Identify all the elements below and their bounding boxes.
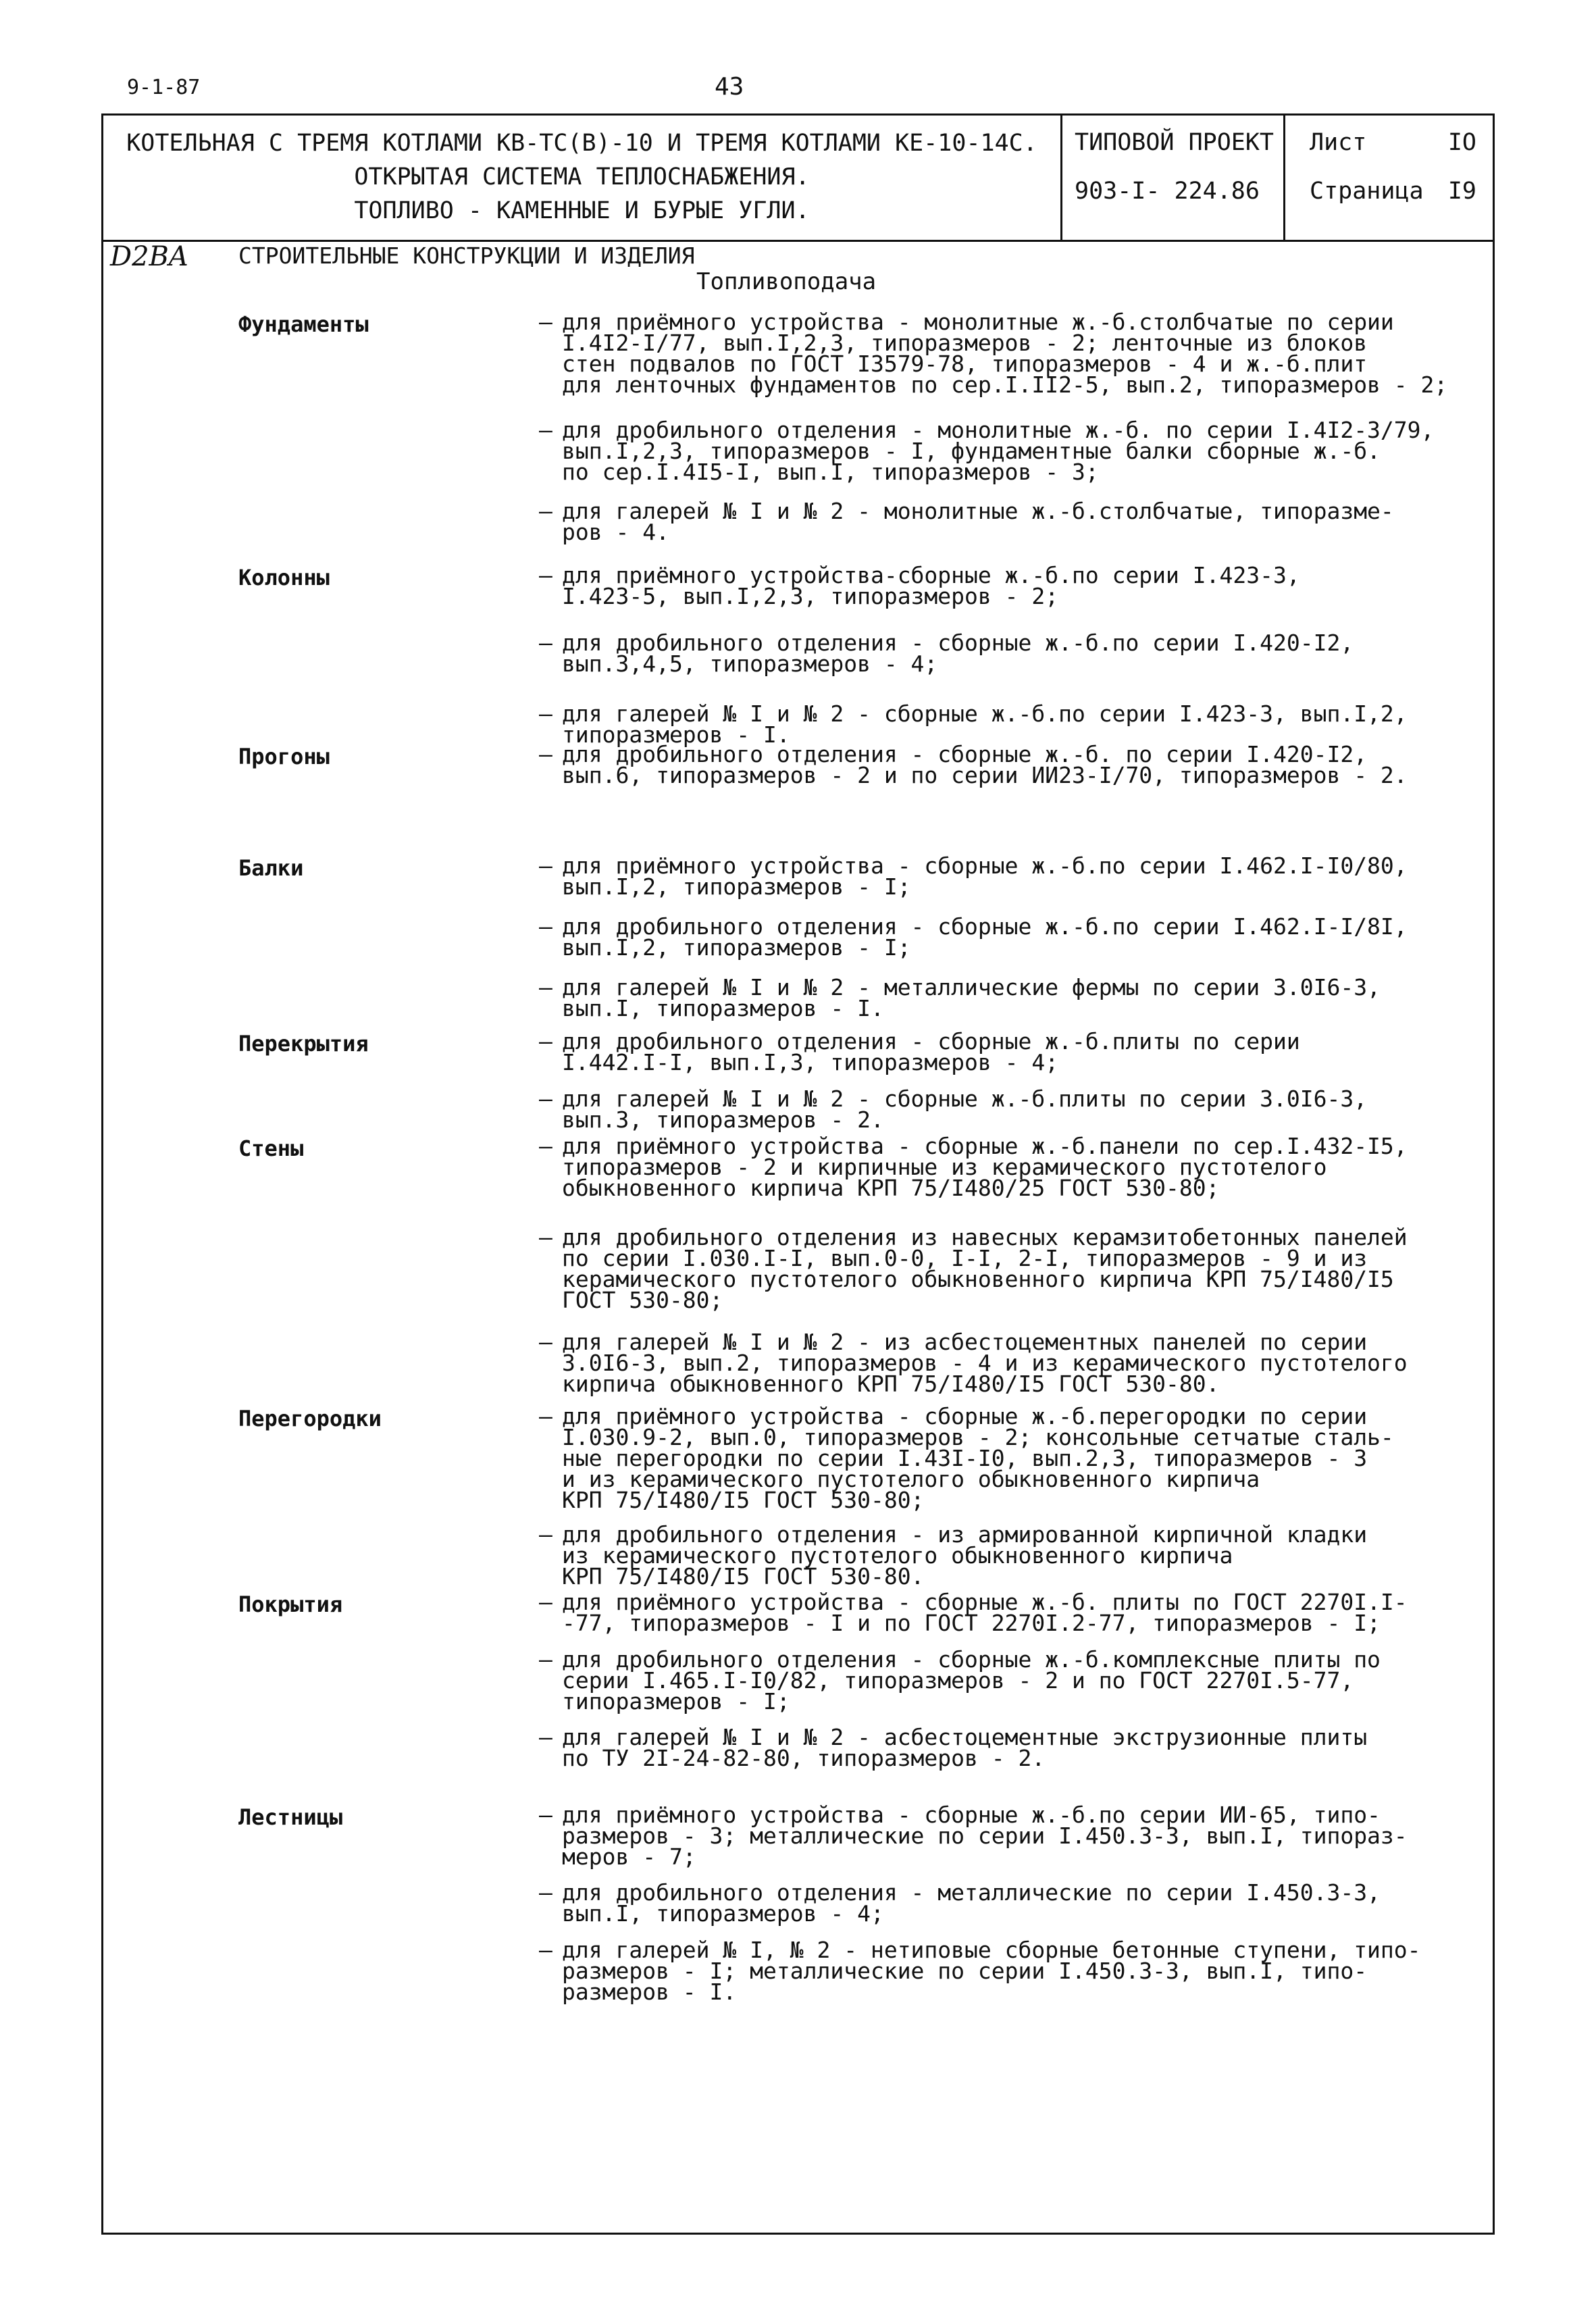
item-line: из керамического пустотелого обыкновенного кирпича bbox=[562, 1542, 1233, 1569]
spec-item bbox=[539, 1329, 1593, 1397]
spec-item bbox=[539, 1879, 1593, 1927]
item-dash: – bbox=[539, 1086, 552, 1112]
spec-item bbox=[539, 1589, 1593, 1636]
sheet-value: IO bbox=[1447, 129, 1476, 156]
item-dash: – bbox=[539, 562, 552, 588]
item-dash: – bbox=[539, 1403, 552, 1429]
item-line: -77, типоразмеров - I и по ГОСТ 2270I.2-77, типоразмеров - I; bbox=[562, 1610, 1381, 1636]
item-line: для дробильного отделения - металлические по серии I.450.3-3, bbox=[562, 1879, 1381, 1906]
page-value: I9 bbox=[1447, 178, 1476, 205]
item-line: и из керамического пустотелого обыкновенного кирпича bbox=[562, 1466, 1260, 1492]
item-dash: – bbox=[539, 1937, 552, 1963]
item-line: вып.I, типоразмеров - 4; bbox=[562, 1900, 884, 1927]
section-code: D2BA bbox=[110, 241, 188, 272]
item-line: I.442.I-I, вып.I,3, типоразмеров - 4; bbox=[562, 1049, 1059, 1075]
item-line: для галерей № I и № 2 - металлические фермы по серии 3.0I6-3, bbox=[562, 974, 1381, 1000]
spec-item bbox=[539, 1086, 1593, 1133]
group-label: Лестницы bbox=[238, 1804, 343, 1830]
title-line: ОТКРЫТАЯ СИСТЕМА ТЕПЛОСНАБЖЕНИЯ. bbox=[354, 163, 810, 190]
item-dash: – bbox=[539, 701, 552, 727]
item-line: 3.0I6-3, вып.2, типоразмеров - 4 и из керамического пустотелого bbox=[562, 1350, 1408, 1376]
page-number: 43 bbox=[715, 73, 744, 101]
item-dash: – bbox=[539, 1329, 552, 1355]
spec-item bbox=[539, 1724, 1593, 1771]
item-line: для приёмного устройства - монолитные ж.-б.столбчатые по серии bbox=[562, 309, 1394, 335]
item-line: типоразмеров - I. bbox=[562, 721, 790, 748]
item-dash: – bbox=[539, 1133, 552, 1159]
item-dash: – bbox=[539, 853, 552, 879]
item-line: для приёмного устройства-сборные ж.-б.по серии I.423-3, bbox=[562, 562, 1300, 588]
item-line: обыкновенного кирпича КРП 75/I480/25 ГОСТ 530-80; bbox=[562, 1175, 1220, 1201]
item-line: типоразмеров - 2 и кирпичные из керамического пустотелого bbox=[562, 1154, 1327, 1180]
item-line: вып.I,2, типоразмеров - I; bbox=[562, 873, 911, 900]
title-line: ТОПЛИВО - КАМЕННЫЕ И БУРЫЕ УГЛИ. bbox=[354, 197, 810, 224]
section-title: СТРОИТЕЛЬНЫЕ КОНСТРУКЦИИ И ИЗДЕЛИЯ bbox=[238, 243, 695, 269]
item-line: для галерей № I и № 2 - асбестоцементные экструзионные плиты bbox=[562, 1724, 1368, 1750]
project-number: 903-I- 224.86 bbox=[1075, 178, 1260, 205]
item-line: стен подвалов по ГОСТ I3579-78, типоразмеров - 4 и ж.-б.плит bbox=[562, 351, 1368, 377]
item-dash: – bbox=[539, 1879, 552, 1906]
spec-item bbox=[539, 1521, 1593, 1590]
item-line: размеров - I. bbox=[562, 1979, 737, 2005]
item-dash: – bbox=[539, 1802, 552, 1828]
spec-item bbox=[539, 913, 1593, 961]
item-line: керамического пустотелого обыкновенного кирпича КРП 75/I480/I5 bbox=[562, 1266, 1394, 1292]
item-dash: – bbox=[539, 417, 552, 443]
title-block-sheet bbox=[1285, 116, 1497, 240]
item-dash: – bbox=[539, 1028, 552, 1054]
item-line: КРП 75/I480/I5 ГОСТ 530-80. bbox=[562, 1563, 925, 1590]
group-label: Прогоны bbox=[238, 744, 330, 769]
item-line: ров - 4. bbox=[562, 519, 669, 545]
item-line: для дробильного отделения - сборные ж.-б.по серии I.420-I2, bbox=[562, 630, 1354, 656]
item-line: для галерей № I и № 2 - сборные ж.-б.по серии I.423-3, вып.I,2, bbox=[562, 701, 1408, 727]
spec-item bbox=[539, 1646, 1593, 1714]
item-line: для дробильного отделения - сборные ж.-б.комплексные плиты по bbox=[562, 1646, 1381, 1673]
sheet-label: Лист bbox=[1310, 129, 1367, 156]
group-label: Колонны bbox=[238, 565, 330, 590]
project-label: ТИПОВОЙ ПРОЕКТ bbox=[1075, 129, 1275, 156]
item-line: для дробильного отделения из навесных керамзитобетонных панелей bbox=[562, 1224, 1408, 1250]
spec-item bbox=[539, 309, 1593, 398]
item-line: I.4I2-I/77, вып.I,2,3, типоразмеров - 2; ленточные из блоков bbox=[562, 330, 1368, 356]
item-line: для галерей № I и № 2 - сборные ж.-б.плиты по серии 3.0I6-3, bbox=[562, 1086, 1368, 1112]
item-line: по ТУ 2I-24-82-80, типоразмеров - 2. bbox=[562, 1745, 1046, 1771]
item-dash: – bbox=[539, 974, 552, 1000]
item-dash: – bbox=[539, 1646, 552, 1673]
item-dash: – bbox=[539, 630, 552, 656]
item-line: ные перегородки по серии I.43I-I0, вып.2,3, типоразмеров - 3 bbox=[562, 1445, 1368, 1471]
spec-item bbox=[539, 1028, 1593, 1075]
item-line: для дробильного отделения - сборные ж.-б.по серии I.462.I-I/8I, bbox=[562, 913, 1408, 940]
corner-code: 9-1-87 bbox=[127, 76, 201, 99]
item-line: для дробильного отделения - монолитные ж.-б. по серии I.4I2-3/79, bbox=[562, 417, 1435, 443]
item-line: I.423-5, вып.I,2,3, типоразмеров - 2; bbox=[562, 583, 1059, 609]
title-block-title bbox=[103, 116, 1062, 240]
title-line: КОТЕЛЬНАЯ С ТРЕМЯ КОТЛАМИ КВ-ТС(В)-10 И ТРЕМЯ КОТЛАМИ КЕ-10-14С. bbox=[126, 130, 1037, 157]
spec-item bbox=[539, 1224, 1593, 1313]
spec-item bbox=[539, 417, 1593, 485]
spec-item bbox=[539, 630, 1593, 677]
item-line: вып.I,2,3, типоразмеров - I, фундаментные балки сборные ж.-б. bbox=[562, 438, 1381, 464]
item-line: для галерей № I и № 2 - монолитные ж.-б.столбчатые, типоразме- bbox=[562, 498, 1394, 524]
item-line: вып.6, типоразмеров - 2 и по серии ИИ23-I/70, типоразмеров - 2. bbox=[562, 762, 1408, 788]
spec-item bbox=[539, 853, 1593, 900]
item-line: для приёмного устройства - сборные ж.-б.панели по сер.I.432-I5, bbox=[562, 1133, 1408, 1159]
item-line: для приёмного устройства - сборные ж.-б.перегородки по серии bbox=[562, 1403, 1368, 1429]
title-block bbox=[103, 116, 1493, 242]
item-dash: – bbox=[539, 1589, 552, 1615]
item-dash: – bbox=[539, 1224, 552, 1250]
group-label: Фундаменты bbox=[238, 311, 369, 337]
spec-item bbox=[539, 1403, 1593, 1513]
group-label: Перекрытия bbox=[238, 1031, 369, 1057]
item-line: по серии I.030.I-I, вып.0-0, I-I, 2-I, типоразмеров - 9 и из bbox=[562, 1245, 1368, 1271]
spec-item bbox=[539, 1133, 1593, 1201]
spec-item bbox=[539, 974, 1593, 1021]
document-frame bbox=[101, 113, 1495, 2235]
item-line: для дробильного отделения - из армированной кирпичной кладки bbox=[562, 1521, 1368, 1548]
spec-item bbox=[539, 498, 1593, 545]
item-line: типоразмеров - I; bbox=[562, 1688, 790, 1714]
item-dash: – bbox=[539, 1521, 552, 1548]
spec-item bbox=[539, 701, 1593, 748]
item-line: для дробильного отделения - сборные ж.-б. по серии I.420-I2, bbox=[562, 741, 1368, 767]
item-dash: – bbox=[539, 913, 552, 940]
item-line: вып.3, типоразмеров - 2. bbox=[562, 1107, 884, 1133]
item-line: вып.I, типоразмеров - I. bbox=[562, 995, 884, 1021]
item-dash: – bbox=[539, 741, 552, 767]
item-line: серии I.465.I-I0/82, типоразмеров - 2 и по ГОСТ 2270I.5-77, bbox=[562, 1667, 1354, 1694]
item-dash: – bbox=[539, 498, 552, 524]
item-line: I.030.9-2, вып.0, типоразмеров - 2; консольные сетчатые сталь- bbox=[562, 1424, 1394, 1450]
item-line: кирпича обыкновенного КРП 75/I480/I5 ГОСТ 530-80. bbox=[562, 1371, 1220, 1397]
item-line: для приёмного устройства - сборные ж.-б.по серии I.462.I-I0/80, bbox=[562, 853, 1408, 879]
group-label: Балки bbox=[238, 855, 304, 881]
item-dash: – bbox=[539, 309, 552, 335]
item-line: меров - 7; bbox=[562, 1844, 696, 1870]
title-block-project bbox=[1062, 116, 1285, 240]
page-label: Страница bbox=[1310, 178, 1424, 205]
item-line: размеров - 3; металлические по серии I.450.3-3, вып.I, типораз- bbox=[562, 1823, 1408, 1849]
group-label: Покрытия bbox=[238, 1592, 343, 1617]
item-line: по сер.I.4I5-I, вып.I, типоразмеров - 3; bbox=[562, 459, 1099, 485]
item-line: размеров - I; металлические по серии I.450.3-3, вып.I, типо- bbox=[562, 1958, 1368, 1984]
item-line: для приёмного устройства - сборные ж.-б.по серии ИИ-65, типо- bbox=[562, 1802, 1381, 1828]
item-line: для галерей № I и № 2 - из асбестоцементных панелей по серии bbox=[562, 1329, 1368, 1355]
spec-item bbox=[539, 1802, 1593, 1870]
item-line: ГОСТ 530-80; bbox=[562, 1287, 723, 1313]
spec-item bbox=[539, 1937, 1593, 2005]
spec-item bbox=[539, 741, 1593, 788]
group-label: Перегородки bbox=[238, 1406, 382, 1431]
item-line: вып.3,4,5, типоразмеров - 4; bbox=[562, 651, 938, 677]
item-line: КРП 75/I480/I5 ГОСТ 530-80; bbox=[562, 1487, 925, 1513]
item-line: вып.I,2, типоразмеров - I; bbox=[562, 934, 911, 961]
group-label: Стены bbox=[238, 1136, 304, 1161]
spec-item bbox=[539, 562, 1593, 609]
subsection-title: Топливоподача bbox=[696, 268, 877, 295]
item-line: для ленточных фундаментов по сер.I.II2-5, вып.2, типоразмеров - 2; bbox=[562, 372, 1448, 398]
item-line: для галерей № I, № 2 - нетиповые сборные бетонные ступени, типо- bbox=[562, 1937, 1421, 1963]
item-dash: – bbox=[539, 1724, 552, 1750]
item-line: для приёмного устройства - сборные ж.-б. плиты по ГОСТ 2270I.I- bbox=[562, 1589, 1408, 1615]
item-line: для дробильного отделения - сборные ж.-б.плиты по серии bbox=[562, 1028, 1300, 1054]
